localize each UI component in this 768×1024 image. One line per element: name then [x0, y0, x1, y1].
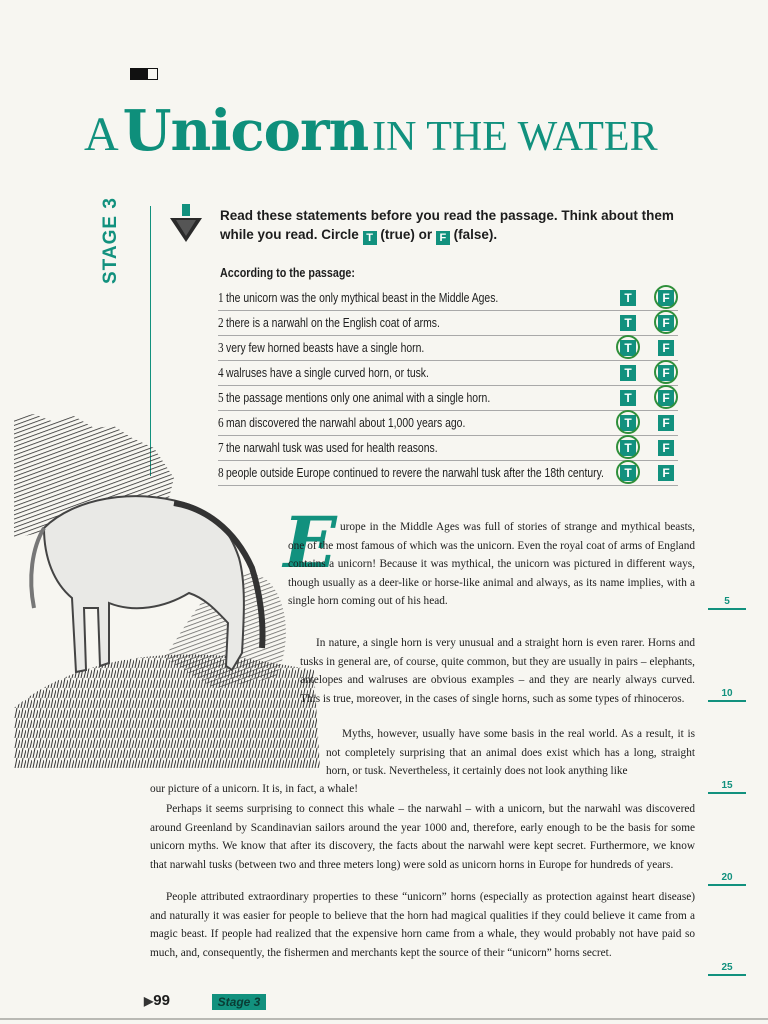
false-option[interactable]: F	[658, 390, 674, 406]
passage-paragraph-3: Myths, however, usually have some basis in the real world. As a result, it is not completely surprising that an animal does exist which has a long, straight horn, or tusk. Nevertheless, it certainly does not look anything like	[326, 728, 695, 777]
statement-row	[218, 286, 678, 311]
true-option[interactable]: T	[620, 340, 636, 356]
statement-text: 6 man discovered the narwahl about 1,000 years ago.	[218, 415, 466, 431]
true-option[interactable]: T	[620, 290, 636, 306]
true-option[interactable]: T	[620, 365, 636, 381]
bottom-rule	[0, 1018, 768, 1020]
answer-circle	[616, 435, 640, 459]
true-option[interactable]: T	[620, 415, 636, 431]
true-option[interactable]: T	[620, 390, 636, 406]
answer-circle	[654, 310, 678, 334]
true-box: T	[363, 231, 377, 245]
false-option[interactable]: F	[658, 415, 674, 431]
line-number: 5	[708, 596, 746, 610]
statement-row	[218, 361, 678, 386]
statement-text: 7 the narwahl tusk was used for health reasons.	[218, 440, 438, 456]
exercise-instructions: Read these statements before you read the passage. Think about them while you read. Circle T (true) or F (false).	[220, 208, 674, 244]
false-box: F	[436, 231, 450, 245]
answer-circle	[616, 460, 640, 484]
statement-text: 5 the passage mentions only one animal with a single horn.	[218, 390, 491, 406]
passage-paragraph-3-cont: our picture of a unicorn. It is, in fact, a whale!	[150, 783, 358, 795]
false-option[interactable]: F	[658, 440, 674, 456]
answer-circle	[616, 335, 640, 359]
unicorn-illustration	[14, 408, 320, 768]
statement-text: 1 the unicorn was the only mythical beast in the Middle Ages.	[218, 290, 499, 306]
true-option[interactable]: T	[620, 440, 636, 456]
page-arrow-icon: ▶	[144, 994, 154, 1008]
passage-paragraph-4: Perhaps it seems surprising to connect this whale – the narwahl – with a unicorn, but the narwahl was discovered around Greenland by Scandinavian sailors around the year 1000 and, therefore, early enough to be the basis for some unicorn myths. We know that after its discovery, the facts about the narwahl were kept secret. Furthermore, we know that narwahl tusks (between two and three meters long) were sold as unicorn horns in Europe for hundreds of years.	[150, 803, 695, 871]
page-number: ▶99	[144, 992, 170, 1009]
passage-paragraph-2: In nature, a single horn is very unusual and a straight horn is even rarer. Horns and tusks in general are, of course, quite common, but they are usually in pairs – elephants, antelopes and walruses are obvious examples – and they are nearly always curved. This is true, moreover, in the cases of single horns, such as some types of rhinoceros.	[300, 637, 695, 705]
answer-circle	[654, 360, 678, 384]
stage-tag: Stage 3	[212, 994, 266, 1010]
statement-text: 4 walruses have a single curved horn, or tusk.	[218, 365, 429, 381]
statement-row	[218, 336, 678, 361]
statement-text: 2 there is a narwahl on the English coat of arms.	[218, 315, 440, 331]
drop-cap: E	[283, 501, 337, 584]
corner-mark	[130, 68, 158, 80]
false-option[interactable]: F	[658, 340, 674, 356]
according-label: According to the passage:	[220, 266, 356, 280]
false-option[interactable]: F	[658, 465, 674, 481]
title-a: A	[84, 108, 119, 161]
false-option[interactable]: F	[658, 315, 674, 331]
false-option[interactable]: F	[658, 365, 674, 381]
stage-side-label: STAGE 3	[100, 197, 121, 284]
title-unicorn: Unicorn	[122, 98, 369, 164]
passage-paragraph-1: urope in the Middle Ages was full of stories of strange and mythical beasts, one of the most famous of which was the unicorn. Even the royal coat of arms of England contains a unicorn! Because it was mythical, the unicorn was pictured in different ways, though usually as a deer-like or horse-like animal and always, as its name implies, with a single horn coming out of his head.	[288, 521, 695, 607]
answer-circle	[654, 285, 678, 309]
true-option[interactable]: T	[620, 465, 636, 481]
line-number: 20	[708, 872, 746, 886]
title-rest: IN THE WATER	[372, 114, 658, 160]
pre-reading-arrow-icon	[168, 204, 204, 244]
statement-text: 3 very few horned beasts have a single horn.	[218, 340, 425, 356]
false-option[interactable]: F	[658, 290, 674, 306]
statement-text: 8 people outside Europe continued to revere the narwahl tusk after the 18th century.	[218, 465, 604, 481]
true-option[interactable]: T	[620, 315, 636, 331]
passage-paragraph-5: People attributed extraordinary properties to these “unicorn” horns (especially as protection against heart disease) and naturally it was easier for people to believe that the horn had magical qualities if they could believe it came from a magic beast. If people had realized that the expensive horn came from a whale, they would probably not have paid so much, and, consequently, the fishermen and merchants kept the source of their “unicorn” horns secret.	[150, 891, 695, 959]
answer-circle	[616, 410, 640, 434]
statement-row	[218, 311, 678, 336]
line-number: 10	[708, 688, 746, 702]
line-number: 15	[708, 780, 746, 794]
answer-circle	[654, 385, 678, 409]
page-title	[84, 98, 754, 164]
line-number: 25	[708, 962, 746, 976]
